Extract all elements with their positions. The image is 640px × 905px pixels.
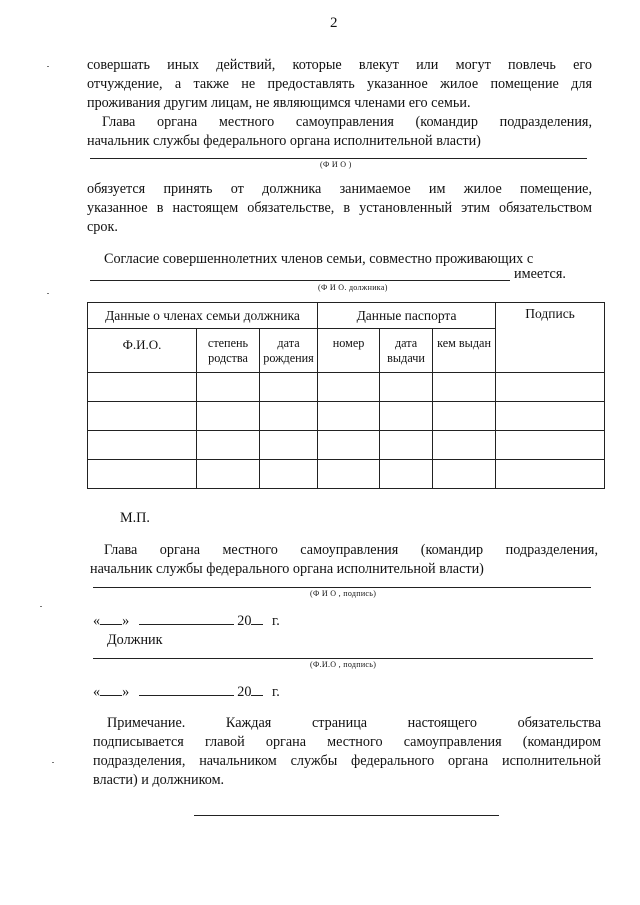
header-family-data: Данные о членах семьи должника [88,303,318,329]
date-line-head [93,612,333,632]
consent-suffix: имеется. [514,266,566,282]
para1-line2: отчуждение, а также не предоставлять указанное жилое помещение для [87,76,592,92]
table-row [88,431,605,460]
col-issued-by: кем выдан [433,329,496,373]
scan-speck [52,762,54,763]
para1-line3: проживания другим лицам, не являющимся членами его семьи. [87,95,471,111]
consent-line1: Согласие совершеннолетних членов семьи, совместно проживающих с [104,251,534,267]
para3-line2: указанное в настоящем обязательстве, в установленный этим обязательством [87,200,592,216]
date-year: 20 [237,684,252,700]
col-passport-number: номер [318,329,380,373]
para3-line3: срок. [87,219,118,235]
quote-open: « [93,613,101,629]
fio-debtor-label: (Ф И О. должника) [318,283,388,292]
note-line3: подразделения, начальником службы федерального органа исполнительной [93,753,601,769]
scan-speck [47,66,49,67]
quote-close: » [122,684,130,700]
date-line-debtor [93,683,333,703]
col-fio: Ф.И.О. [88,329,197,373]
family-members-table [87,302,605,489]
para2-line1: Глава органа местного самоуправления (командир подразделения, [102,114,592,130]
fio-signature-line [90,158,587,159]
col-relation: степень родства [197,329,260,373]
note-line4: власти) и должником. [93,772,225,788]
header-signature: Подпись [496,303,605,373]
note-line1: Примечание. Каждая страница настоящего обязательства [107,715,601,731]
fio-label: (Ф И О ) [320,160,352,169]
head-sign-line1: Глава органа местного самоуправления (командир подразделения, [104,542,598,558]
debtor-label: Должник [107,632,163,648]
stamp-mark: М.П. [120,510,150,526]
scan-speck [47,293,49,294]
col-issue-date: дата выдачи [380,329,433,373]
quote-close: » [122,613,130,629]
scan-speck [40,606,42,607]
col-birth-date: дата рождения [260,329,318,373]
fio-sign-label-2: (Ф.И.О , подпись) [310,660,377,669]
table-row [88,402,605,431]
para3-line1: обязуется принять от должника занимаемое им жилое помещение, [87,181,592,197]
head-signature-line [93,587,591,588]
para2-line2: начальник службы федерального органа исполнительной власти) [87,133,481,149]
page-number: 2 [330,15,338,31]
footer-line [194,815,499,816]
head-sign-line2: начальник службы федерального органа исполнительной власти) [90,561,484,577]
debtor-signature-line [93,658,593,659]
header-passport-data: Данные паспорта [318,303,496,329]
date-suffix: г. [272,684,280,700]
fio-sign-label: (Ф И О , подпись) [310,589,377,598]
para1-line1: совершать иных действий, которые влекут или могут повлечь его [87,57,592,73]
quote-open: « [93,684,101,700]
date-year: 20 [237,613,252,629]
consent-fio-line [90,280,510,281]
table-row [88,373,605,402]
table-row [88,460,605,489]
note-line2: подписывается главой органа местного самоуправления (командиром [93,734,601,750]
date-suffix: г. [272,613,280,629]
